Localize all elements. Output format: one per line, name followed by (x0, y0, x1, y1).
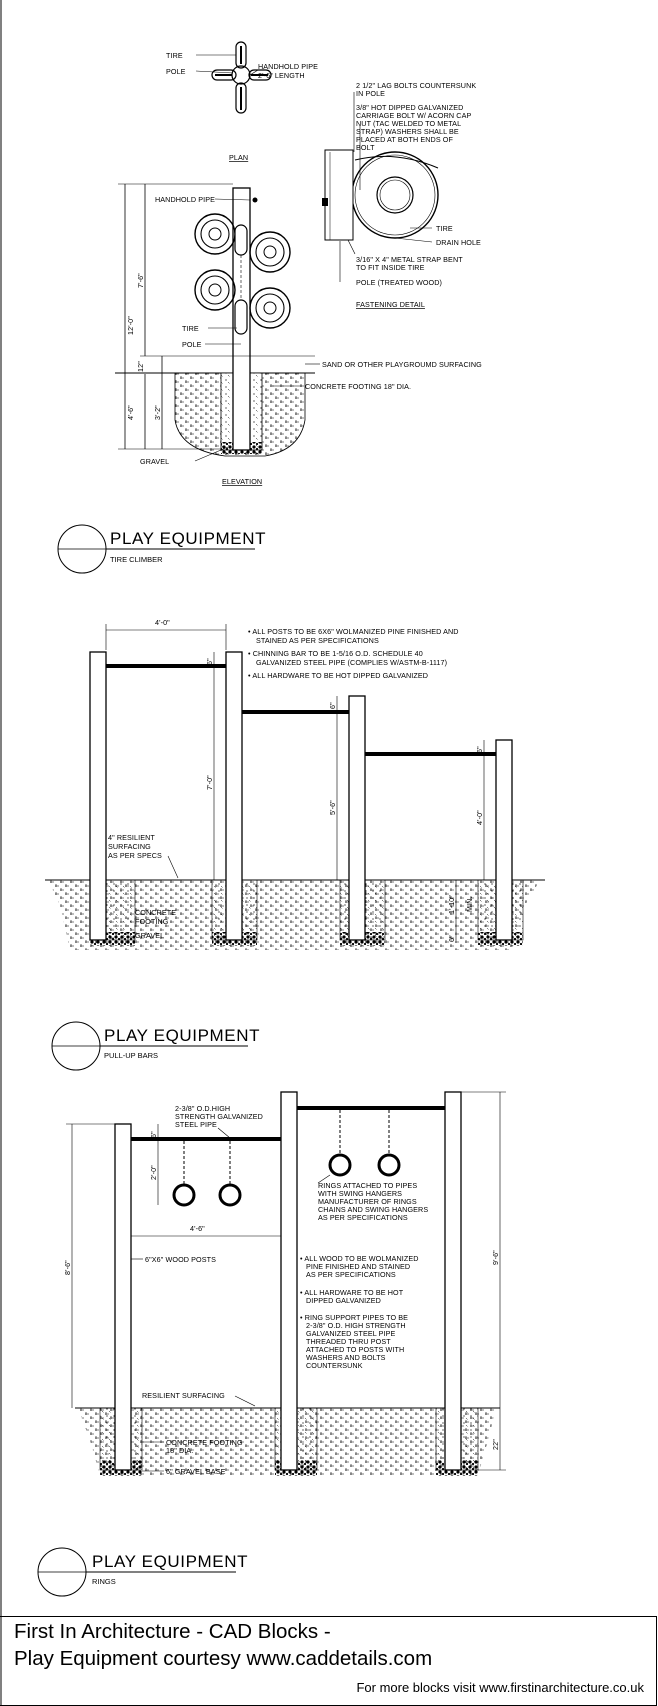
pullup-note-1b: STAINED AS PER SPECIFICATIONS (256, 636, 379, 645)
pullup-dim-5-6: 5'-6" (328, 800, 337, 815)
fast-drain-label: DRAIN HOLE (436, 238, 481, 247)
pullup-dim-6in-3: 6" (475, 746, 484, 753)
fast-bolt-5: PLACED AT BOTH ENDS OF (356, 135, 453, 144)
rings-dim-8-6: 8'-6" (63, 1260, 72, 1275)
rings-rs-2: 2-3/8" O.D. HIGH STRENGTH (306, 1321, 406, 1330)
pullup-dim-1-10: 1'-10" (447, 895, 456, 914)
rings-wood-2: PINE FINISHED AND STAINED (306, 1262, 411, 1271)
rings-pipe-3: STEEL PIPE (175, 1120, 217, 1129)
footer-line-1: First In Architecture - CAD Blocks - (14, 1620, 331, 1643)
fast-bolt-2: CARRIAGE BOLT W/ ACORN CAP (356, 111, 472, 120)
footer-line-2: Play Equipment courtesy www.caddetails.com (14, 1647, 433, 1670)
tire-climber-plan (166, 42, 318, 162)
rings-footing-1: CONCRETE FOOTING (166, 1438, 243, 1447)
fast-bolt-4: STRAP) WASHERS SHALL BE (356, 127, 459, 136)
elev-handhold-label: HANDHOLD PIPE (155, 195, 216, 204)
fast-lag-2: IN POLE (356, 89, 386, 98)
rings-gravel-label: 6" GRAVEL BASE (166, 1467, 226, 1476)
rings-hw-2: DIPPED GALVANIZED (306, 1296, 381, 1305)
tire-climber-subtitle: TIRE CLIMBER (110, 555, 163, 564)
pullup-concrete-2: FOOTING (135, 917, 169, 926)
plan-pole-label: POLE (166, 67, 186, 76)
rings-title: PLAY EQUIPMENT (92, 1552, 249, 1571)
fast-lag-1: 2 1/2" LAG BOLTS COUNTERSUNK (356, 81, 477, 90)
fast-pole-label: POLE (TREATED WOOD) (356, 278, 443, 287)
elev-dim-12: 12'-0" (126, 316, 135, 335)
fast-bolt-3: NUT (TAC WELDED TO METAL (356, 119, 462, 128)
rings-pipe-1: 2-3/8" O.D.HIGH (175, 1104, 231, 1113)
plan-tire-label: TIRE (166, 51, 183, 60)
tire-climber-title-block (58, 525, 266, 573)
pullup-dim-4-0: 4'-0" (155, 618, 170, 627)
rings-subtitle: RINGS (92, 1577, 116, 1586)
pullup-note-2a: • CHINNING BAR TO BE 1-5/16 O.D. SCHEDULE 40 (248, 649, 423, 658)
footer-line-3: For more blocks visit www.firstinarchitecture.co.uk (356, 1680, 644, 1695)
pullup-title: PLAY EQUIPMENT (104, 1026, 261, 1045)
pullup-gravel: GRAVEL (135, 931, 165, 940)
rings-dim-4-6: 4'-6" (190, 1224, 205, 1233)
rings-note-1: RINGS ATTACHED TO PIPES (318, 1181, 418, 1190)
fast-strap-1: 3/16" X 4" METAL STRAP BENT (356, 255, 463, 264)
pullup-surf-1: 4" RESILIENT (108, 833, 155, 842)
elev-tire-label: TIRE (182, 324, 199, 333)
pullup-dim-4-0v: 4'-0" (475, 810, 484, 825)
rings-dim-22: 22" (491, 1439, 500, 1450)
elev-dim-12in: 12" (136, 361, 145, 372)
rings-dim-2-0: 2'-0" (149, 1165, 158, 1180)
rings-rs-3: GALVANIZED STEEL PIPE (306, 1329, 396, 1338)
rings-rs-1: • RING SUPPORT PIPES TO BE (300, 1313, 409, 1322)
rings-title-block (38, 1548, 248, 1596)
fastening-detail (322, 81, 481, 309)
fast-tire-label: TIRE (436, 224, 453, 233)
rings-footing-2: 18" DIA. (166, 1446, 194, 1455)
pullup-dim-7-0: 7'-0" (205, 775, 214, 790)
pullup-surf-3: AS PER SPECS (108, 851, 162, 860)
pullup-note-2b: GALVANIZED STEEL PIPE (COMPLIES W/ASTM-B-1117) (256, 658, 448, 667)
plan-handhold-label: HANDHOLD PIPE (258, 62, 319, 71)
elev-dim-4-6: 4'-6" (126, 405, 135, 420)
elev-dim-3-2: 3'-2" (153, 405, 162, 420)
plan-handhold-length: 2'-6" LENGTH (258, 71, 305, 80)
pullup-dim-6in-1: 6" (205, 658, 214, 665)
pullup-subtitle: PULL-UP BARS (104, 1051, 159, 1060)
rings-resilient-label: RESILIENT SURFACING (142, 1391, 225, 1400)
rings-diagram (63, 1092, 506, 1476)
pullup-note-3: • ALL HARDWARE TO BE HOT DIPPED GALVANIZED (248, 671, 429, 680)
fastening-caption: FASTENING DETAIL (356, 300, 425, 309)
pullup-concrete-1: CONCRETE (135, 908, 177, 917)
fast-bolt-6: BOLT (356, 143, 375, 152)
rings-hw-1: • ALL HARDWARE TO BE HOT (300, 1288, 404, 1297)
tire-climber-elevation (115, 184, 482, 486)
plan-caption: PLAN (229, 153, 249, 162)
pullup-min: MIN. (465, 896, 474, 912)
elev-gravel-label: GRAVEL (140, 457, 170, 466)
rings-dim-9-6: 9'-6" (491, 1250, 500, 1265)
rings-note-5: AS PER SPECIFICATIONS (318, 1213, 408, 1222)
elev-pole-label: POLE (182, 340, 202, 349)
rings-wood-1: • ALL WOOD TO BE WOLMANIZED (300, 1254, 419, 1263)
elev-footing-label: CONCRETE FOOTING 18" DIA. (305, 382, 412, 391)
rings-dim-6in: 6" (149, 1131, 158, 1138)
pullup-dim-6in-4: 6" (447, 935, 456, 942)
rings-wood-3: AS PER SPECIFICATIONS (306, 1270, 396, 1279)
rings-note-4: CHAINS AND SWING HANGERS (318, 1205, 429, 1214)
rings-rs-6: WASHERS AND BOLTS (306, 1353, 386, 1362)
rings-rs-7: COUNTERSUNK (306, 1361, 363, 1370)
rings-rs-4: THREADED THRU POST (306, 1337, 391, 1346)
elevation-caption: ELEVATION (222, 477, 263, 486)
pullup-dim-6in-2: 6" (328, 702, 337, 709)
rings-note-3: MANUFACTURER OF RINGS (318, 1197, 417, 1206)
elev-dim-7-6: 7'-6" (136, 273, 145, 288)
fast-strap-2: TO FIT INSIDE TIRE (356, 263, 425, 272)
tire-climber-title: PLAY EQUIPMENT (110, 529, 267, 548)
pullup-title-block (52, 1022, 260, 1070)
rings-pipe-2: STRENGTH GALVANIZED (175, 1112, 263, 1121)
elev-surfacing-label: SAND OR OTHER PLAYGROUMD SURFACING (322, 360, 482, 369)
fast-bolt-1: 3/8" HOT DIPPED GALVANIZED (356, 103, 464, 112)
pullup-note-1a: • ALL POSTS TO BE 6X6" WOLMANIZED PINE FINISHED AND (248, 627, 459, 636)
rings-rs-5: ATTACHED TO POSTS WITH (306, 1345, 405, 1354)
rings-posts-label: 6"X6" WOOD POSTS (145, 1255, 217, 1264)
rings-note-2: WITH SWING HANGERS (318, 1189, 403, 1198)
pullup-bars-diagram (45, 618, 545, 950)
pullup-surf-2: SURFACING (108, 842, 151, 851)
